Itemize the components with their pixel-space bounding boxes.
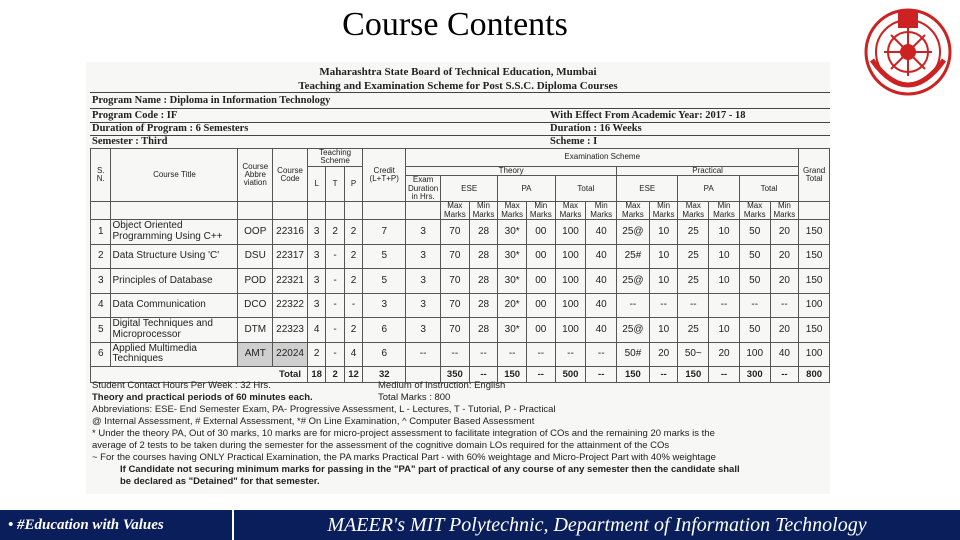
cell-dur: 3 [406, 244, 441, 269]
total-p: 12 [344, 367, 362, 383]
logo-core [900, 44, 916, 60]
table-row [91, 318, 830, 343]
contact-hours: Student Contact Hours Per Week : 32 Hrs. [92, 380, 271, 391]
header-min: Min Marks [770, 202, 799, 220]
footer-institute: MAEER's MIT Polytechnic, Department of Information Technology [234, 510, 960, 540]
cell-dur: 3 [406, 220, 441, 245]
cell-p: - [344, 293, 362, 318]
cell-credit: 5 [363, 244, 406, 269]
cell-t-pa-max: 30* [498, 318, 527, 343]
header-grand-total: Grand Total [799, 149, 830, 202]
cell-p-tot-max: 100 [739, 342, 770, 367]
cell-t-pa-max: 30* [498, 269, 527, 294]
slide-title: Course Contents [342, 6, 568, 43]
periods: Theory and practical periods of 60 minutes each. [92, 392, 313, 403]
program-code: Program Code : IF [92, 110, 178, 121]
header-max: Max Marks [617, 202, 650, 220]
cell-dur: 3 [406, 269, 441, 294]
cell-t-tot-max: 100 [555, 293, 586, 318]
cell-p-tot-min: -- [770, 293, 799, 318]
cell-l: 4 [307, 318, 325, 343]
cell-code: 22322 [273, 293, 308, 318]
header-theory-pa: PA [498, 176, 555, 202]
cell-title: Object Oriented Programming Using C++ [111, 220, 238, 245]
header-practical-pa: PA [678, 176, 739, 202]
cell-p-pa-max: 25 [678, 269, 709, 294]
cell-t-pa-min: 00 [526, 220, 555, 245]
abbreviations-2: @ Internal Assessment, # External Assessment, *# On Line Examination, ^ Computer Based Assessment [92, 416, 535, 427]
header-course-title: Course Title [111, 149, 238, 202]
header-practical-ese: ESE [617, 176, 678, 202]
cell-p-tot-min: 20 [770, 244, 799, 269]
cell-t-pa-min: 00 [526, 293, 555, 318]
cell-p: 2 [344, 318, 362, 343]
cell-t-pa-max: 20* [498, 293, 527, 318]
header-max: Max Marks [498, 202, 527, 220]
duration: Duration : 16 Weeks [550, 123, 642, 134]
header-min: Min Marks [649, 202, 678, 220]
cell-abbr: DTM [238, 318, 273, 343]
cell-p-ese-max: 25@ [617, 318, 650, 343]
cell-sn: 6 [91, 342, 111, 367]
header-exam-duration: Exam Duration in Hrs. [406, 176, 441, 202]
total-cell: 150 [617, 367, 650, 383]
total-cell: -- [469, 367, 498, 383]
cell-t-ese-max: 70 [441, 220, 470, 245]
cell-p-pa-min: 10 [709, 220, 740, 245]
cell-t-tot-max: -- [555, 342, 586, 367]
cell-grand: 150 [799, 318, 830, 343]
table-row [91, 269, 830, 294]
cell-l: 3 [307, 244, 325, 269]
institute-logo [862, 0, 954, 115]
cell-p: 2 [344, 244, 362, 269]
cell-p-ese-max: 25@ [617, 220, 650, 245]
cell-t-tot-max: 100 [555, 220, 586, 245]
cell-p-ese-min: 20 [649, 342, 678, 367]
cell-p-ese-max: -- [617, 293, 650, 318]
cell-t: - [326, 293, 344, 318]
cell-dur: 3 [406, 318, 441, 343]
cell-p-ese-min: 10 [649, 220, 678, 245]
cell-t-pa-min: -- [526, 342, 555, 367]
header-max: Max Marks [441, 202, 470, 220]
cell-t-ese-min: -- [469, 342, 498, 367]
note-3: ~ For the courses having ONLY Practical Examination, the PA marks Practical Part - with 60% weightage and Micro-Project Part with 40% weightage [92, 452, 716, 463]
note-2: average of 2 tests to be taken during the semester for the assessment of the cognitive domain LOs required for the attainment of the COs [92, 440, 670, 451]
cell-code: 22316 [273, 220, 308, 245]
cell-code: 22321 [273, 269, 308, 294]
total-cell: 150 [678, 367, 709, 383]
header-abbr: Course Abbre viation [238, 149, 273, 202]
total-l: 18 [307, 367, 325, 383]
cell-abbr: POD [238, 269, 273, 294]
cell-p-tot-min: 40 [770, 342, 799, 367]
semester: Semester : Third [92, 136, 168, 147]
total-marks: Total Marks : 800 [378, 392, 451, 403]
header-theory-total: Total [555, 176, 616, 202]
cell-l: 3 [307, 269, 325, 294]
cell-t-pa-max: 30* [498, 244, 527, 269]
cell-p-tot-max: 50 [739, 244, 770, 269]
cell-p-pa-max: 25 [678, 220, 709, 245]
cell-p-pa-max: -- [678, 293, 709, 318]
cell-t: 2 [326, 220, 344, 245]
divider [90, 108, 830, 109]
cell-p-ese-min: 10 [649, 269, 678, 294]
header-t: T [326, 166, 344, 202]
header-max: Max Marks [739, 202, 770, 220]
cell-grand: 150 [799, 269, 830, 294]
cell-sn: 2 [91, 244, 111, 269]
total-cell: -- [526, 367, 555, 383]
cell-credit: 6 [363, 318, 406, 343]
cell-t-ese-min: 28 [469, 269, 498, 294]
cell-p-tot-min: 20 [770, 269, 799, 294]
cell-abbr: OOP [238, 220, 273, 245]
cell-t-ese-min: 28 [469, 220, 498, 245]
table-row [91, 293, 830, 318]
header-p: P [344, 166, 362, 202]
cell-p-ese-max: 50# [617, 342, 650, 367]
header-max: Max Marks [678, 202, 709, 220]
board-name: Maharashtra State Board of Technical Education, Mumbai [319, 66, 597, 78]
cell-p-pa-max: 50~ [678, 342, 709, 367]
cell-t-pa-min: 00 [526, 244, 555, 269]
header-practical: Practical [617, 166, 799, 175]
cell-t-ese-min: 28 [469, 318, 498, 343]
table-row [91, 220, 830, 245]
cell-t: - [326, 342, 344, 367]
note-1: * Under the theory PA, Out of 30 marks, 10 marks are for micro-project assessment to facilitate integration of COs and the remaining 20 marks is the [92, 428, 715, 439]
cell-title: Principles of Database [111, 269, 238, 294]
cell-p-tot-max: 50 [739, 220, 770, 245]
cell-sn: 3 [91, 269, 111, 294]
cell-sn: 4 [91, 293, 111, 318]
cell-p-pa-min: 10 [709, 269, 740, 294]
program-name: Program Name : Diploma in Information Technology [92, 95, 331, 106]
total-cell: -- [586, 367, 617, 383]
abbreviations-1: Abbreviations: ESE- End Semester Exam, PA- Progressive Assessment, L - Lectures, T - Tutorial, P - Practical [92, 404, 556, 415]
cell-t-ese-max: 70 [441, 269, 470, 294]
footer-tagline: • #Education with Values [0, 510, 232, 540]
cell-t-ese-min: 28 [469, 244, 498, 269]
header-credit: Credit (L+T+P) [363, 149, 406, 202]
cell-t-ese-max: -- [441, 342, 470, 367]
duration-program: Duration of Program : 6 Semesters [92, 123, 249, 134]
header-min: Min Marks [586, 202, 617, 220]
cell-dur: 3 [406, 293, 441, 318]
cell-t: - [326, 269, 344, 294]
cell-code: 22323 [273, 318, 308, 343]
cell-t-tot-max: 100 [555, 318, 586, 343]
cell-t-tot-min: -- [586, 342, 617, 367]
divider [90, 135, 830, 136]
cell-t-tot-min: 40 [586, 293, 617, 318]
cell-p-ese-min: 10 [649, 244, 678, 269]
cell-p-ese-min: -- [649, 293, 678, 318]
total-t: 2 [326, 367, 344, 383]
header-min: Min Marks [469, 202, 498, 220]
cell-p-pa-min: 10 [709, 318, 740, 343]
cell-t-pa-min: 00 [526, 269, 555, 294]
cell-l: 3 [307, 220, 325, 245]
table-row [91, 244, 830, 269]
table-row [91, 342, 830, 367]
total-credit: 32 [363, 367, 406, 383]
total-cell: 300 [739, 367, 770, 383]
cell-l: 2 [307, 342, 325, 367]
cell-p-pa-min: 10 [709, 244, 740, 269]
cell-p-tot-max: -- [739, 293, 770, 318]
header-practical-total: Total [739, 176, 798, 202]
cell-sn: 1 [91, 220, 111, 245]
cell-credit: 7 [363, 220, 406, 245]
effect-from: With Effect From Academic Year: 2017 - 18 [550, 110, 746, 121]
header-sn: S. N. [91, 149, 111, 202]
header-theory-ese: ESE [441, 176, 498, 202]
cell-t-tot-min: 40 [586, 220, 617, 245]
cell-t-tot-min: 40 [586, 269, 617, 294]
cell-t-ese-max: 70 [441, 244, 470, 269]
total-cell: -- [709, 367, 740, 383]
logo-tower [898, 10, 918, 28]
cell-grand: 150 [799, 244, 830, 269]
cell-p-tot-max: 50 [739, 318, 770, 343]
cell-p: 2 [344, 269, 362, 294]
cell-p-pa-max: 25 [678, 318, 709, 343]
cell-p-tot-max: 50 [739, 269, 770, 294]
header-l: L [307, 166, 325, 202]
cell-p-ese-max: 25@ [617, 269, 650, 294]
header-min: Min Marks [709, 202, 740, 220]
cell-t: - [326, 318, 344, 343]
note-5: be declared as "Detained" for that semester. [120, 476, 320, 487]
cell-t-pa-max: -- [498, 342, 527, 367]
cell-grand: 100 [799, 293, 830, 318]
cell-p-pa-max: 25 [678, 244, 709, 269]
notes-section [92, 380, 822, 488]
header-exam: Examination Scheme [406, 149, 799, 167]
cell-title: Digital Techniques and Microprocessor [111, 318, 238, 343]
header-code: Course Code [273, 149, 308, 202]
header-max: Max Marks [555, 202, 586, 220]
cell-t-ese-max: 70 [441, 293, 470, 318]
cell-code: 22024 [273, 342, 308, 367]
cell-abbr: AMT [238, 342, 273, 367]
cell-t-tot-min: 40 [586, 244, 617, 269]
total-cell: 500 [555, 367, 586, 383]
header-teaching: Teaching Scheme [307, 149, 362, 167]
cell-credit: 5 [363, 269, 406, 294]
cell-sn: 5 [91, 318, 111, 343]
cell-abbr: DSU [238, 244, 273, 269]
medium: Medium of Instruction: English [378, 380, 506, 391]
cell-p-tot-min: 20 [770, 318, 799, 343]
cell-dur: -- [406, 342, 441, 367]
cell-p: 4 [344, 342, 362, 367]
scheme-table [90, 148, 830, 383]
cell-t-tot-min: 40 [586, 318, 617, 343]
cell-t-tot-max: 100 [555, 244, 586, 269]
total-cell: -- [770, 367, 799, 383]
scheme-title: Teaching and Examination Scheme for Post S.S.C. Diploma Courses [298, 80, 618, 92]
cell-t-tot-max: 100 [555, 269, 586, 294]
cell-l: 3 [307, 293, 325, 318]
cell-title: Data Structure Using 'C' [111, 244, 238, 269]
cell-title: Applied Multimedia Techniques [111, 342, 238, 367]
cell-credit: 3 [363, 293, 406, 318]
scheme: Scheme : I [550, 136, 598, 147]
scheme-document [86, 62, 830, 494]
cell-p-pa-min: -- [709, 293, 740, 318]
cell-t-pa-min: 00 [526, 318, 555, 343]
total-grand: 800 [799, 367, 830, 383]
cell-title: Data Communication [111, 293, 238, 318]
total-cell: 350 [441, 367, 470, 383]
header-min: Min Marks [526, 202, 555, 220]
cell-grand: 150 [799, 220, 830, 245]
cell-p-ese-min: 10 [649, 318, 678, 343]
total-label: Total [91, 367, 308, 383]
cell-t-ese-max: 70 [441, 318, 470, 343]
cell-t: - [326, 244, 344, 269]
cell-grand: 100 [799, 342, 830, 367]
cell-p-ese-max: 25# [617, 244, 650, 269]
divider [90, 92, 830, 93]
cell-abbr: DCO [238, 293, 273, 318]
cell-code: 22317 [273, 244, 308, 269]
total-cell: -- [649, 367, 678, 383]
header-theory: Theory [406, 166, 617, 175]
total-cell: 150 [498, 367, 527, 383]
cell-p-tot-min: 20 [770, 220, 799, 245]
cell-credit: 6 [363, 342, 406, 367]
cell-t-pa-max: 30* [498, 220, 527, 245]
cell-p: 2 [344, 220, 362, 245]
cell-t-ese-min: 28 [469, 293, 498, 318]
cell-p-pa-min: 20 [709, 342, 740, 367]
note-4: If Candidate not securing minimum marks for passing in the "PA" part of practical of any course of any semester then the candidate shall [120, 464, 740, 475]
